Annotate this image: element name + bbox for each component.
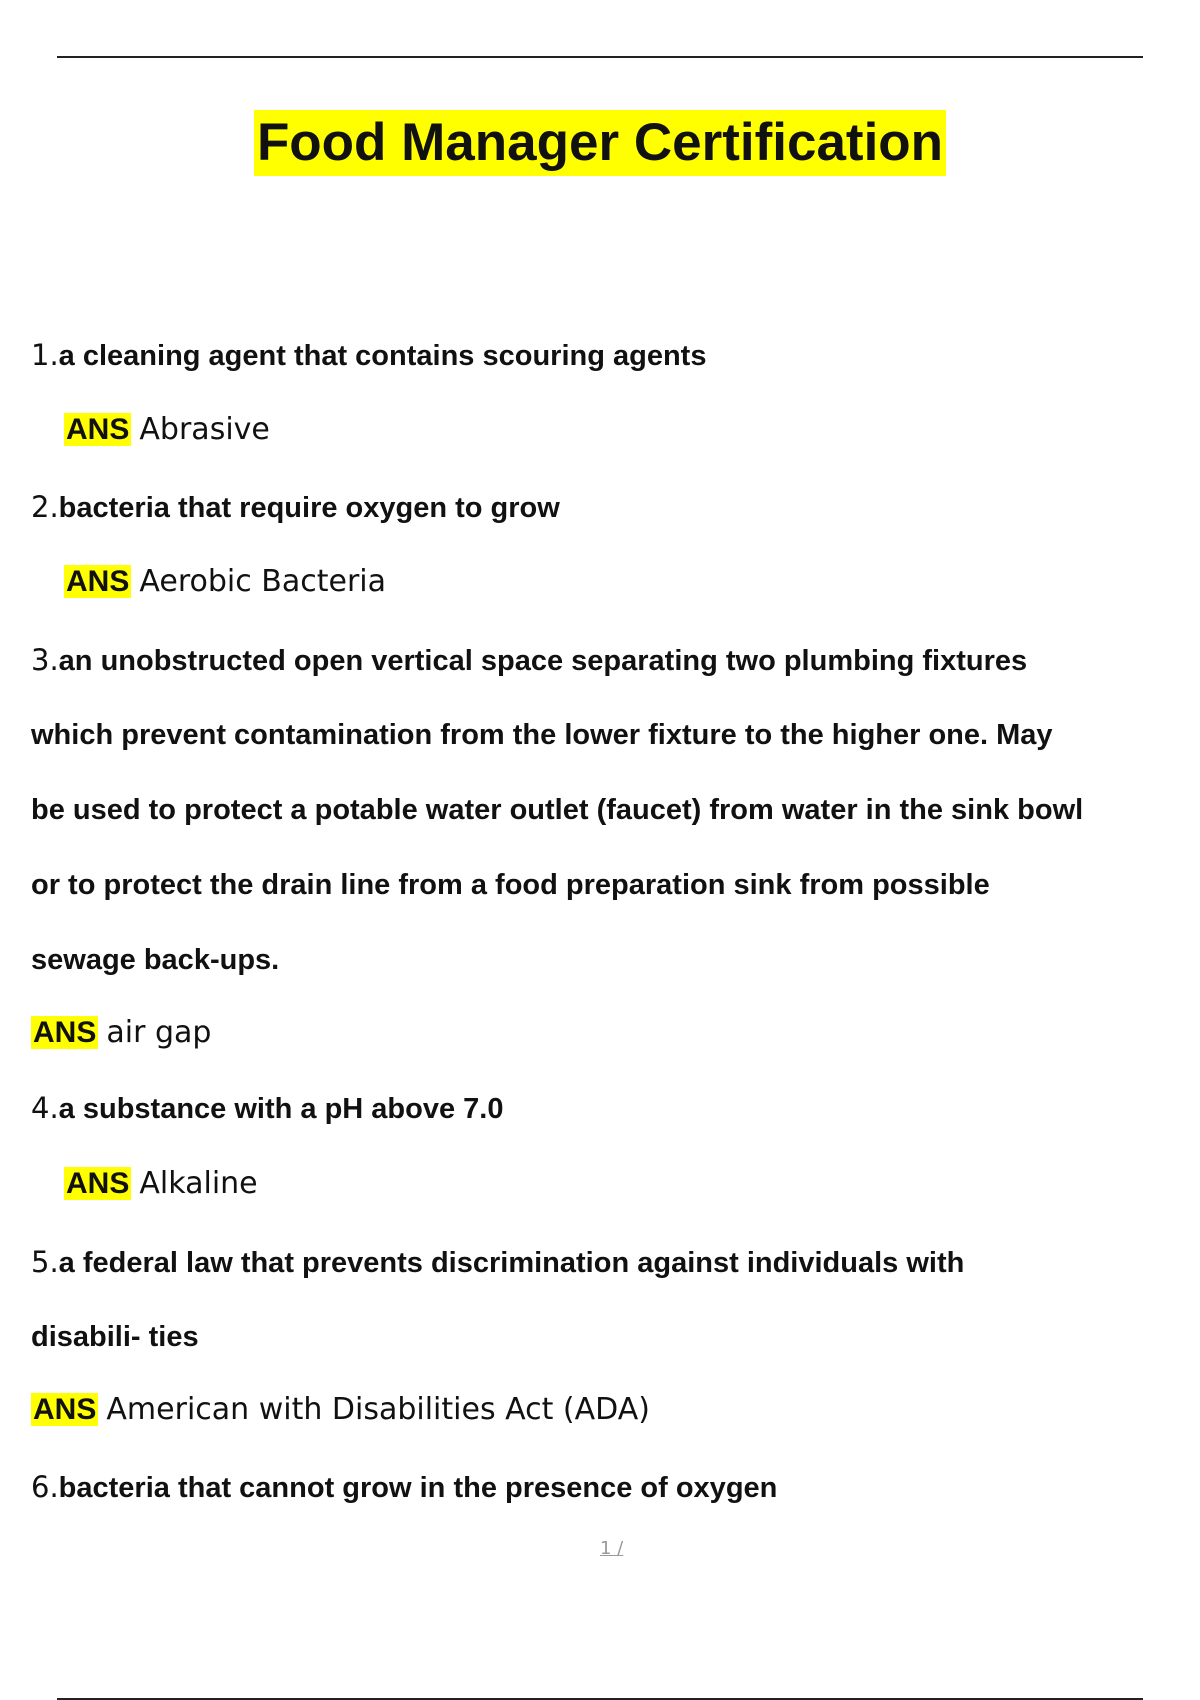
question-3-line-5: sewage back-ups. (31, 944, 280, 976)
question-text: bacteria that cannot grow in the presence of oxygen (58, 1472, 778, 1504)
answer-3 (31, 1013, 211, 1053)
answer-text: American with Disabilities Act (ADA) (106, 1392, 650, 1427)
ans-label: ANS (33, 1393, 97, 1426)
answer-text: Aerobic Bacteria (139, 564, 387, 599)
page-number: 1 / (600, 1538, 624, 1559)
ans-label: ANS (33, 1016, 97, 1049)
question-text: a federal law that prevents discrimination against individuals with (58, 1247, 965, 1279)
question-number: 5. (31, 1245, 59, 1279)
question-number: 6. (31, 1470, 59, 1504)
ans-label: ANS (66, 565, 130, 598)
answer-5 (31, 1390, 650, 1430)
question-3-line-4: or to protect the drain line from a food preparation sink from possible (31, 869, 990, 901)
question-text: a cleaning agent that contains scouring agents (58, 340, 707, 372)
ans-label: ANS (66, 413, 130, 446)
question-text: a substance with a pH above 7.0 (58, 1093, 504, 1125)
answer-2 (64, 562, 386, 602)
question-text: bacteria that require oxygen to grow (58, 492, 560, 524)
question-text: an unobstructed open vertical space separating two plumbing fixtures (58, 645, 1028, 677)
top-rule (57, 56, 1143, 58)
answer-text: Abrasive (139, 412, 270, 447)
question-number: 2. (31, 490, 59, 524)
document-title: Food Manager Certification (254, 110, 946, 176)
answer-text: Alkaline (139, 1166, 258, 1201)
question-1 (31, 335, 706, 376)
question-4 (31, 1088, 504, 1129)
answer-1 (64, 410, 270, 450)
question-3-line-2: which prevent contamination from the lower fixture to the higher one. May (31, 719, 1053, 751)
question-number: 4. (31, 1091, 59, 1125)
question-5-line-2: disabili- ties (31, 1321, 199, 1353)
question-3-line-3: be used to protect a potable water outlet (faucet) from water in the sink bowl (31, 794, 1084, 826)
question-2 (31, 487, 560, 528)
question-3 (31, 640, 1027, 681)
ans-label: ANS (66, 1167, 130, 1200)
answer-text: air gap (106, 1015, 212, 1050)
question-5 (31, 1242, 964, 1283)
answer-4 (64, 1164, 258, 1204)
question-number: 3. (31, 643, 59, 677)
title-container (0, 110, 1200, 176)
question-number: 1. (31, 338, 59, 372)
question-6 (31, 1467, 777, 1508)
